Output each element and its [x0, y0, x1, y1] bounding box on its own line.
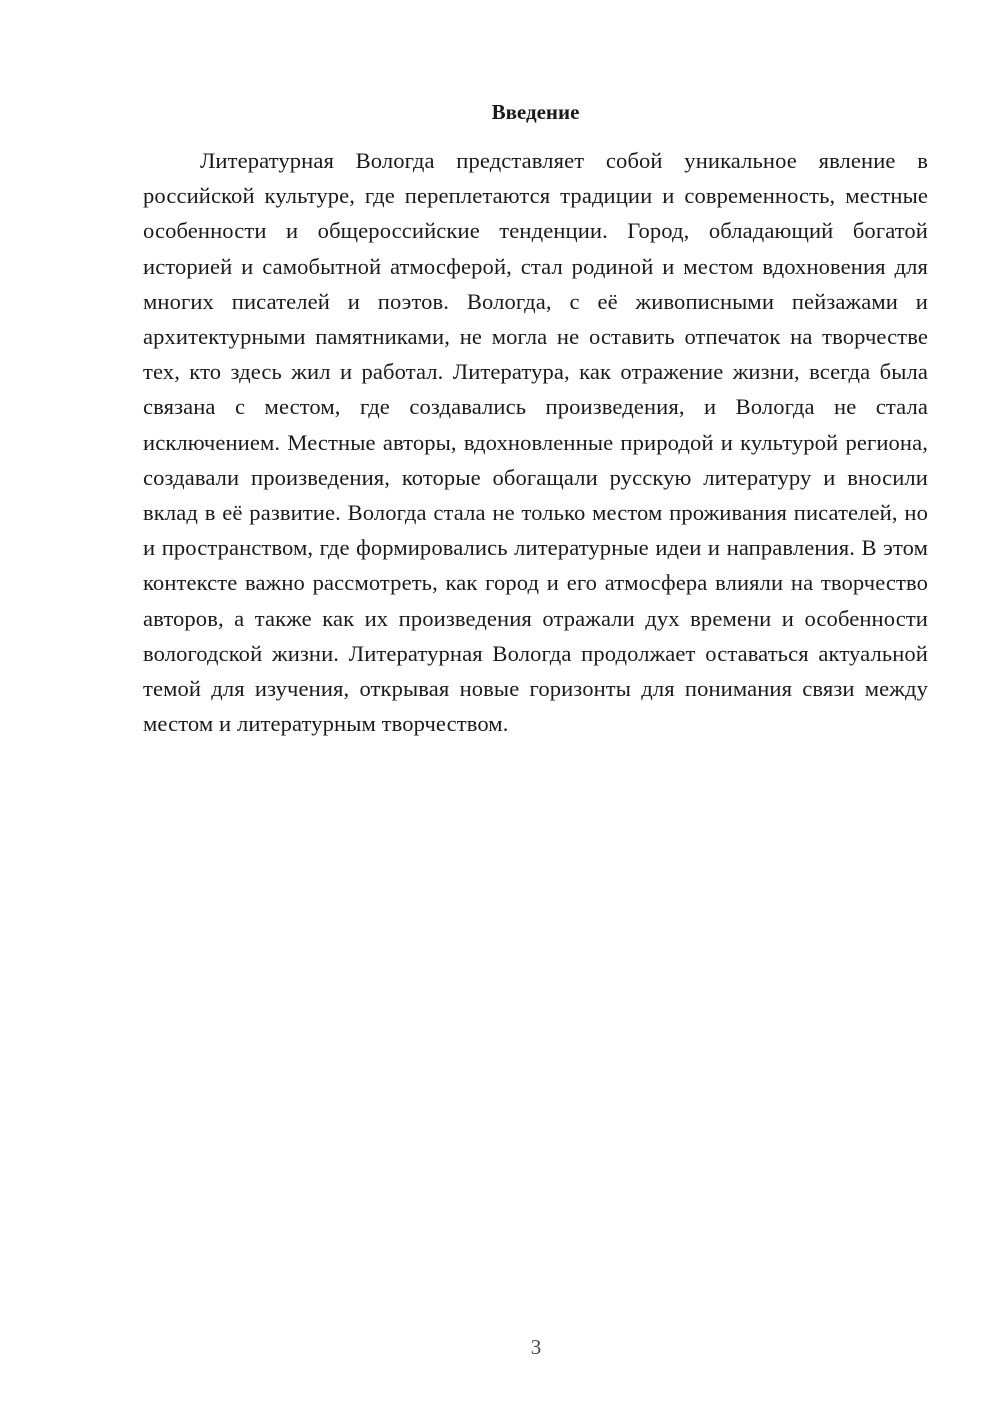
- section-heading: Введение: [491, 100, 580, 124]
- body-paragraph: Литературная Вологда представляет собой уникальное явление в российской культуре, где переплетаются традиции и современность, местные особенности и общероссийские тенденции. Город, обладающий богатой историей и самобытной атмосферой, стал родиной и местом вдохновения для многих писателей и поэтов. Вологда, с её живописными пейзажами и архитектурными памятниками, не могла не оставить отпечаток на творчестве тех, кто здесь жил и работал. Литература, как отражение жизни, всегда была связана с местом, где создавались произведения, и Вологда не стала исключением. Местные авторы, вдохновленные природой и культурой региона, создавали произведения, которые обогащали русскую литературу и вносили вклад в её развитие. Вологда стала не только местом проживания писателей, но и пространством, где формировались литературные идеи и направления. В этом контексте важно рассмотреть, как город и его атмосфера влияли на творчество авторов, а также как их произведения отражали дух времени и особенности вологодской жизни. Литературная Вологда продолжает оставаться актуальной темой для изучения, открывая новые горизонты для понимания связи между местом и литературным творчеством.: [143, 148, 928, 737]
- page-number: 3: [530, 1335, 542, 1359]
